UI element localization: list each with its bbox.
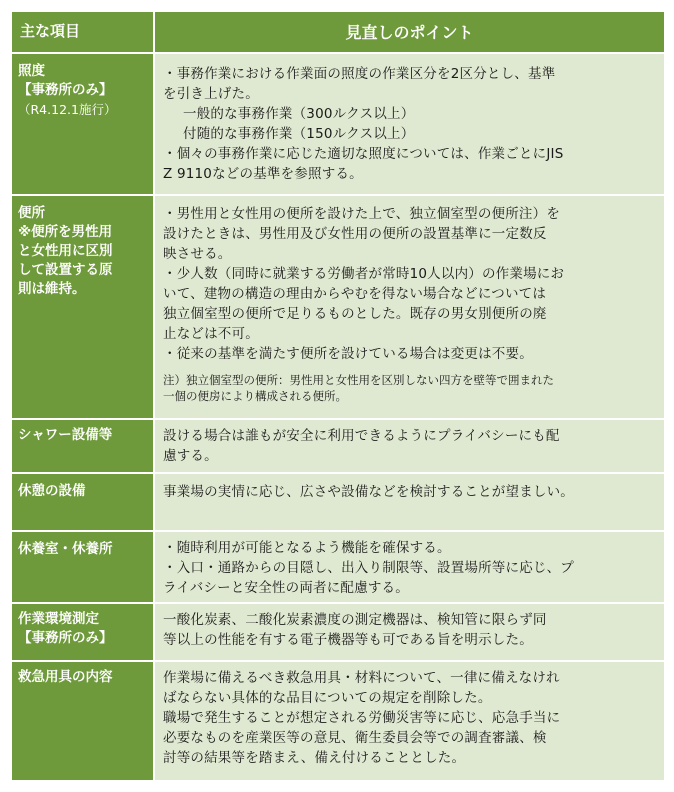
row-content-rest-facility bbox=[155, 474, 664, 530]
label-line: 則は維持。 bbox=[18, 281, 86, 297]
table-row-toilet bbox=[12, 196, 664, 420]
row-label-first-aid bbox=[12, 662, 155, 780]
label-line: 照度 bbox=[18, 63, 45, 79]
content-line: いて、建物の構造の理由からやむを得ない場合などについては bbox=[163, 286, 547, 302]
content-line: ・男性用と女性用の便所を設けた上で、独立個室型の便所注）を bbox=[163, 206, 561, 222]
content-line: ・入口・通路からの目隠し、出入り制限等、設置場所等に応じ、プ bbox=[163, 560, 574, 576]
content-line: ・個々の事務作業に応じた適切な照度については、作業ごとにJIS bbox=[163, 146, 564, 162]
footnote-line: 一個の便房により構成される便所。 bbox=[163, 389, 347, 403]
row-label-lighting bbox=[12, 54, 155, 194]
table-row-environment-measurement bbox=[12, 604, 664, 662]
row-content-first-aid bbox=[155, 662, 664, 780]
label-line: 休憩の設備 bbox=[18, 483, 86, 499]
content-line: Z 9110などの基準を参照する。 bbox=[163, 166, 363, 182]
header-review-points: 見直しのポイント bbox=[155, 12, 664, 52]
table-row-recuperation-room bbox=[12, 532, 664, 604]
row-content-shower bbox=[155, 420, 664, 472]
table-header bbox=[12, 12, 664, 54]
row-content-toilet bbox=[155, 196, 664, 418]
row-label-recuperation-room bbox=[12, 532, 155, 602]
content-line: 独立個室型の便所で足りるものとした。既存の男女別便所の廃 bbox=[163, 306, 547, 322]
row-label-rest-facility bbox=[12, 474, 155, 530]
content-line: 職場で発生することが想定される労働災害等に応じ、応急手当に bbox=[163, 710, 561, 726]
table-row-shower bbox=[12, 420, 664, 474]
row-content-lighting bbox=[155, 54, 664, 194]
content-line: 設けたときは、男性用及び女性用の便所の設置基準に一定数反 bbox=[163, 226, 547, 242]
content-line: 映させる。 bbox=[163, 246, 232, 262]
label-line: して設置する原 bbox=[18, 262, 113, 278]
row-label-shower bbox=[12, 420, 155, 472]
content-line: ・事務作業における作業面の照度の作業区分を2区分とし、基準 bbox=[163, 66, 556, 82]
label-line: 【事務所のみ】 bbox=[18, 82, 113, 98]
content-line: 等以上の性能を有する電子機器等も可である旨を明示した。 bbox=[163, 632, 533, 648]
row-label-environment-measurement bbox=[12, 604, 155, 660]
row-label-toilet bbox=[12, 196, 155, 418]
table-row-first-aid bbox=[12, 662, 664, 782]
label-line: 救急用具の内容 bbox=[18, 669, 113, 685]
content-line: ・少人数（同時に就業する労働者が常時10人以内）の作業場にお bbox=[163, 266, 565, 282]
label-line: 便所 bbox=[18, 205, 45, 221]
content-line: 慮する。 bbox=[163, 448, 218, 464]
row-content-recuperation-room bbox=[155, 532, 664, 602]
content-line: 一般的な事務作業（300ルクス以上） bbox=[183, 106, 415, 122]
footnote-line: 注）独立個室型の便所：男性用と女性用を区別しない四方を壁等で囲まれた bbox=[163, 373, 554, 387]
content-line: を引き上げた。 bbox=[163, 86, 259, 102]
label-line: 作業環境測定 bbox=[18, 611, 99, 627]
content-line: 討等の結果等を踏まえ、備え付けることとした。 bbox=[163, 750, 466, 766]
table-row-lighting bbox=[12, 54, 664, 196]
label-line: （R4.12.1施行） bbox=[18, 102, 117, 117]
content-line: ライバシーと安全性の両者に配慮する。 bbox=[163, 580, 409, 596]
content-line: ・随時利用が可能となるよう機能を確保する。 bbox=[163, 540, 451, 556]
content-line: 一酸化炭素、二酸化炭素濃度の測定機器は、検知管に限らず同 bbox=[163, 612, 547, 628]
content-line: 付随的な事務作業（150ルクス以上） bbox=[183, 126, 415, 142]
content-line: 作業場に備えるべき救急用具・材料について、一律に備えなけれ bbox=[163, 670, 560, 686]
label-line: 【事務所のみ】 bbox=[18, 630, 113, 646]
content-line: 事業場の実情に応じ、広さや設備などを検討することが望ましい。 bbox=[163, 484, 574, 500]
content-line: 必要なものを産業医等の意見、衛生委員会等での調査審議、検 bbox=[163, 730, 547, 746]
label-line: と女性用に区別 bbox=[18, 243, 113, 259]
header-main-items: 主な項目 bbox=[12, 12, 155, 52]
row-content-environment-measurement bbox=[155, 604, 664, 660]
label-line: シャワー設備等 bbox=[18, 427, 113, 443]
table-row-rest-facility bbox=[12, 474, 664, 532]
content-line: 設ける場合は誰もが安全に利用できるようにプライバシーにも配 bbox=[163, 428, 560, 444]
content-line: ばならない具体的な品目についての規定を削除した。 bbox=[163, 690, 492, 706]
regulation-table bbox=[12, 12, 664, 782]
label-line: ※便所を男性用 bbox=[18, 224, 113, 240]
label-line: 休養室・休養所 bbox=[18, 541, 113, 557]
content-line: ・従来の基準を満たす便所を設けている場合は変更は不要。 bbox=[163, 346, 533, 362]
content-line: 止などは不可。 bbox=[163, 326, 259, 342]
